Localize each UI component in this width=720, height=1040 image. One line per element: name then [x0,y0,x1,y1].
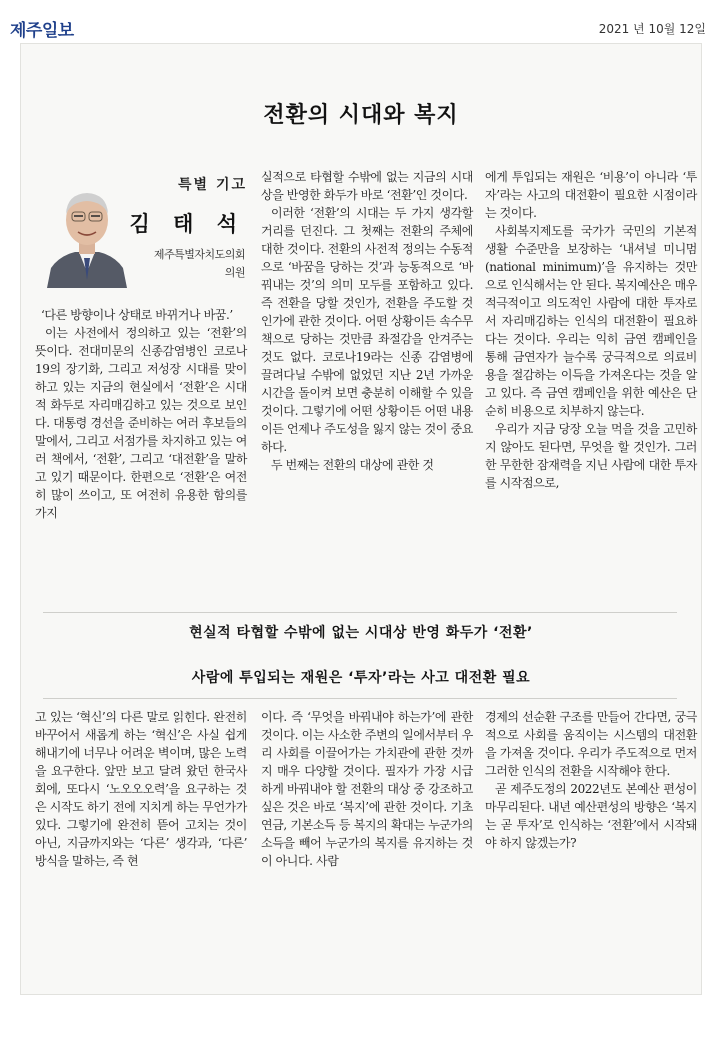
paragraph: 실적으로 타협할 수밖에 없는 지금의 시대상을 반영한 화두가 바로 ‘전환’인 것이다. [261,170,473,202]
publication-date: 2021 년 10월 12일 [598,22,706,36]
article-clipping [20,43,702,995]
upper-column-2 [261,168,473,474]
paragraph: 고 있는 ‘혁신’의 다른 말로 읽힌다. 완전히 바꾸어서 새롭게 하는 ‘혁신’은 사실 쉽게 해내기에 너무나 어려운 벽이며, 많은 노력을 요구한다. 앞만 보고 달려 왔던 한국사회에, 또다시 ‘노오오오력’을 요구하는 것은 시작도 하기 전에 지치게 하는 무언가가 있다. 그렇기에 완전히 뜯어 고치는 것이 아닌, 지금까지와는 ‘다른’ 생각과, ‘다른’ 방식을 말하는, 즉 현 [35,710,247,868]
paragraph: 이는 사전에서 정의하고 있는 ‘전환’의 뜻이다. 전대미문의 신종감염병인 코로나19의 장기화, 그리고 저성장 시대를 맞이하고 있는 지금의 현실에서 ‘전환’은 시대적 화두로 자리매김하고 있는 것으로 보인다. 대통령 경선을 준비하는 여러 후보들의 말에서, 그리고 서점가를 차지하고 있는 여러 책에서, ‘전환’, 그리고 ‘대전환’을 말하고 있기 때문이다. 한편으로 ‘전환’은 여전히 많이 쓰이고, 또 여전히 유용한 함의를 가지 [35,326,247,520]
article-headline: 전환의 시대와 복지 [263,103,459,128]
author-photo [45,180,129,288]
divider [43,698,677,699]
paragraph: 두 번째는 전환의 대상에 관한 것 [271,458,434,472]
paragraph: 경제의 선순환 구조를 만들어 간다면, 궁극적으로 사회를 움직이는 시스템의 대전환을 가져올 것이다. 우리가 주도적으로 먼저 그러한 인식의 전환을 시작해야 한다. [485,710,697,778]
masthead [0,0,720,42]
paragraph: 곧 제주도정의 2022년도 본예산 편성이 마무리된다. 내년 예산편성의 방향은 ‘복지는 곧 투자’로 인식하는 ‘전환’에서 시작돼야 하지 않겠는가? [485,782,697,850]
divider [43,612,677,613]
author-name: 김 태 석 [129,212,245,236]
newspaper-logo: 제주일보 [10,21,74,41]
pull-quote: 사람에 투입되는 재원은 ‘투자’라는 사고 대전환 필요 [191,670,531,686]
upper-column-1 [35,306,247,522]
lower-column-1 [35,708,247,870]
paragraph: 우리가 지금 당장 오늘 먹을 것을 고민하지 않아도 된다면, 무엇을 할 것인가. 그러한 무한한 잠재력을 지닌 사람에 대한 투자를 시작점으로, [485,422,697,490]
affiliation-line: 의원 [224,266,245,279]
lower-column-2 [261,708,473,870]
column-kind: 특별 기고 [178,177,247,193]
pull-quote: 현실적 타협할 수밖에 없는 시대상 반영 화두가 ‘전환’ [189,625,533,641]
lower-column-3 [485,708,697,852]
author-affiliation [125,246,245,282]
paragraph: 이러한 ‘전환’의 시대는 두 가지 생각할 거리를 던진다. 그 첫째는 전환의 주체에 대한 것이다. 전환의 사전적 정의는 수동적으로 ‘바꿈을 당하는 것’과 능동적으로 ‘바꿔내는 것’의 의미 모두를 포함하고 있다. 즉 전환을 당할 것인가, 전환을 주도할 것인가에 관한 것이다. 어떤 상황이든 속수무책으로 당하는 것만큼 좌절감을 안겨주는 것도 없다. 코로나19라는 신종 감염병에 끌려다닐 수밖에 없었던 지난 2년 가까운 시간을 돌이켜 보면 충분히 이해할 수 있을 것이다. 그렇기에 어떤 상황이든 어떤 내용이든 언제나 주도성을 잃지 않는 것이 중요하다. [261,206,473,454]
paragraph: 사회복지제도를 국가가 국민의 기본적 생활 수준만을 보장하는 ‘내셔널 미니멈(national minimum)’을 유지하는 것만으로 인식해서는 안 된다. 복지예산은 매우 적극적이고 의도적인 사람에 대한 투자로서 자리매김하는 인식의 대전환이 필요하다는 것이다. 우리는 익히 금연 캠페인을 통해 금연자가 늘수록 궁극적으로 의료비용을 절감하는 이득을 가져온다는 것을 알고 있다. 즉 금연 캠페인을 위한 예산은 단순히 비용으로 치부하지 않는다. [485,224,697,418]
affiliation-line: 제주특별자치도의회 [153,248,245,261]
paragraph: 에게 투입되는 재원은 ‘비용’이 아니라 ‘투자’라는 사고의 대전환이 필요한 시점이라는 것이다. [485,170,697,220]
byline-box [33,174,251,306]
upper-column-3 [485,168,697,492]
paragraph: ‘다른 방향이나 상태로 바뀌거나 바꿈.’ [41,308,233,322]
paragraph: 이다. 즉 ‘무엇을 바꿔내야 하는가’에 관한 것이다. 이는 사소한 주변의 일에서부터 우리 사회를 이끌어가는 가치관에 관한 것까지 매우 다양할 것이다. 필자가 가장 시급하게 바꿔내야 할 전환의 대상 중 강조하고 싶은 것은 바로 ‘복지’에 관한 것이다. 기초연금, 기본소득 등 복지의 확대는 누군가의 소득을 빼어 누군가의 복지를 유지하는 것이 아니다. 사람 [261,710,473,868]
